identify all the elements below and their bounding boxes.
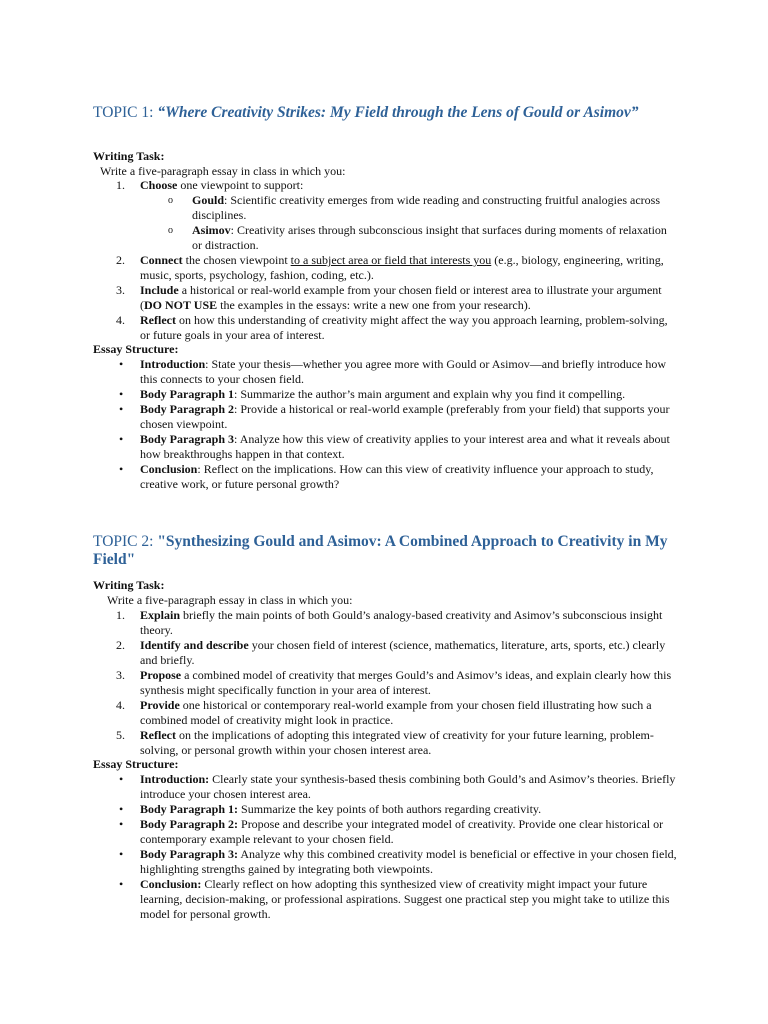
topic-1-prefix: TOPIC 1: <box>93 104 158 121</box>
topic-2-prefix: TOPIC 2: <box>93 533 158 550</box>
viewpoint-option-gould: o Gould: Scientific creativity emerges from wide reading and constructing fruitful analogies across disciplines. <box>168 193 660 222</box>
topic-2-task-1: 1. Explain briefly the main points of both Gould’s analogy-based creativity and Asimov’s subconscious insight theory. <box>116 608 663 637</box>
topic-2-structure-list <box>116 772 681 922</box>
topic-1-structure-conclusion: • Conclusion: Reflect on the implications. How can this view of creativity influence your approach to study, creative work, or future personal growth? <box>119 462 654 491</box>
topic-1-task-list <box>116 178 676 343</box>
topic-2-task-2: 2. Identify and describe your chosen field of interest (science, mathematics, literature, arts, sports, etc.) clearly and briefly. <box>116 638 666 667</box>
bullet-icon: • <box>119 817 124 831</box>
bullet-icon: • <box>119 357 124 371</box>
topic-2-structure-body-2: • Body Paragraph 2: Propose and describe your integrated model of creativity. Provide one clear historical or contemporary example relevant to your chosen field. <box>119 817 664 846</box>
topic-1-structure-body-2: • Body Paragraph 2: Provide a historical or real-world example (preferably from your field) that supports your chosen viewpoint. <box>119 402 670 431</box>
viewpoint-option-asimov: o Asimov: Creativity arises through subconscious insight that surfaces during moments of relaxation or distraction. <box>168 223 667 252</box>
topic-2-task-5: 5. Reflect on the implications of adopting this integrated view of creativity for your future learning, problem-solving, or personal growth within your chosen interest area. <box>116 728 654 757</box>
topic-1-task-2: 2. Connect the chosen viewpoint to a subject area or field that interests you (e.g., biology, engineering, writing, music, sports, psychology, fashion, coding, etc.). <box>116 253 664 282</box>
bullet-icon: • <box>119 877 124 891</box>
topic-2-structure-body-1: • Body Paragraph 1: Summarize the key points of both authors regarding creativity. <box>119 802 542 816</box>
topic-2-structure-introduction: • Introduction: Clearly state your synthesis-based thesis combining both Gould’s and Asimov’s theories. Briefly introduce your chosen interest area. <box>119 772 676 801</box>
topic-2-structure-body-3: • Body Paragraph 3: Analyze why this combined creativity model is beneficial or effective in your chosen field, highlighting strengths gained by integrating both viewpoints. <box>119 847 677 876</box>
topic-2-writing-task-label: Writing Task: <box>93 578 165 592</box>
bullet-icon: • <box>119 772 124 786</box>
topic-1-task-3: 3. Include a historical or real-world example from your chosen field or interest area to illustrate your argument (DO NOT USE the examples in the essays: write a new one from your research). <box>116 283 662 312</box>
topic-1-writing-task-label: Writing Task: <box>93 149 165 163</box>
topic-2-title <box>93 533 683 569</box>
topic-1-structure-list <box>116 357 681 492</box>
circle-bullet-icon: o <box>168 225 173 236</box>
bullet-icon: • <box>119 432 124 446</box>
topic-2-task-list <box>116 608 676 758</box>
bullet-icon: • <box>119 847 124 861</box>
topic-1-viewpoint-options <box>140 193 676 253</box>
topic-1-essay-structure-label: Essay Structure: <box>93 342 179 356</box>
bullet-icon: • <box>119 802 124 816</box>
topic-1-quote: “Where Creativity Strikes: My Field through the Lens of Gould or Asimov” <box>157 104 639 121</box>
bullet-icon: • <box>119 387 124 401</box>
topic-1-structure-body-1: • Body Paragraph 1: Summarize the author’s main argument and explain why you find it compelling. <box>119 387 626 401</box>
topic-2-essay-structure-label: Essay Structure: <box>93 757 179 771</box>
bullet-icon: • <box>119 462 124 476</box>
topic-1-structure-introduction: • Introduction: State your thesis—whether you agree more with Gould or Asimov—and briefly introduce how this connects to your chosen field. <box>119 357 667 386</box>
topic-1-title <box>93 104 683 122</box>
topic-2-quote: "Synthesizing Gould and Asimov: A Combined Approach to Creativity in My Field" <box>93 533 668 568</box>
topic-2-task-4: 4. Provide one historical or contemporary real-world example from your chosen field illustrating how such a combined model of creativity might look in practice. <box>116 698 652 727</box>
topic-1-task-4: 4. Reflect on how this understanding of creativity might affect the way you approach learning, problem-solving, or future goals in your area of interest. <box>116 313 668 342</box>
bullet-icon: • <box>119 402 124 416</box>
topic-2-structure-conclusion: • Conclusion: Clearly reflect on how adopting this synthesized view of creativity might impact your future learning, decision-making, or professional aspirations. Suggest one practical step you might take to utilize this model for personal growth. <box>119 877 670 921</box>
topic-1-structure-body-3: • Body Paragraph 3: Analyze how this view of creativity applies to your interest area and what it reveals about how breakthroughs happen in that context. <box>119 432 670 461</box>
topic-2-intro: Write a five-paragraph essay in class in which you: <box>107 593 353 607</box>
circle-bullet-icon: o <box>168 195 173 206</box>
topic-2-task-3: 3. Propose a combined model of creativity that merges Gould’s and Asimov’s ideas, and explain clearly how this synthesis might specifically function in your area of interest. <box>116 668 672 697</box>
topic-1-intro: Write a five-paragraph essay in class in which you: <box>100 164 346 178</box>
topic-1-task-1: 1. Choose one viewpoint to support: o Gould: Scientific creativity emerges from wide reading and constructing fruitful analogies across disciplines. o Asimov: Creativity arises through subconscious insight that surfaces during moments of relaxation or distraction. <box>116 178 676 253</box>
